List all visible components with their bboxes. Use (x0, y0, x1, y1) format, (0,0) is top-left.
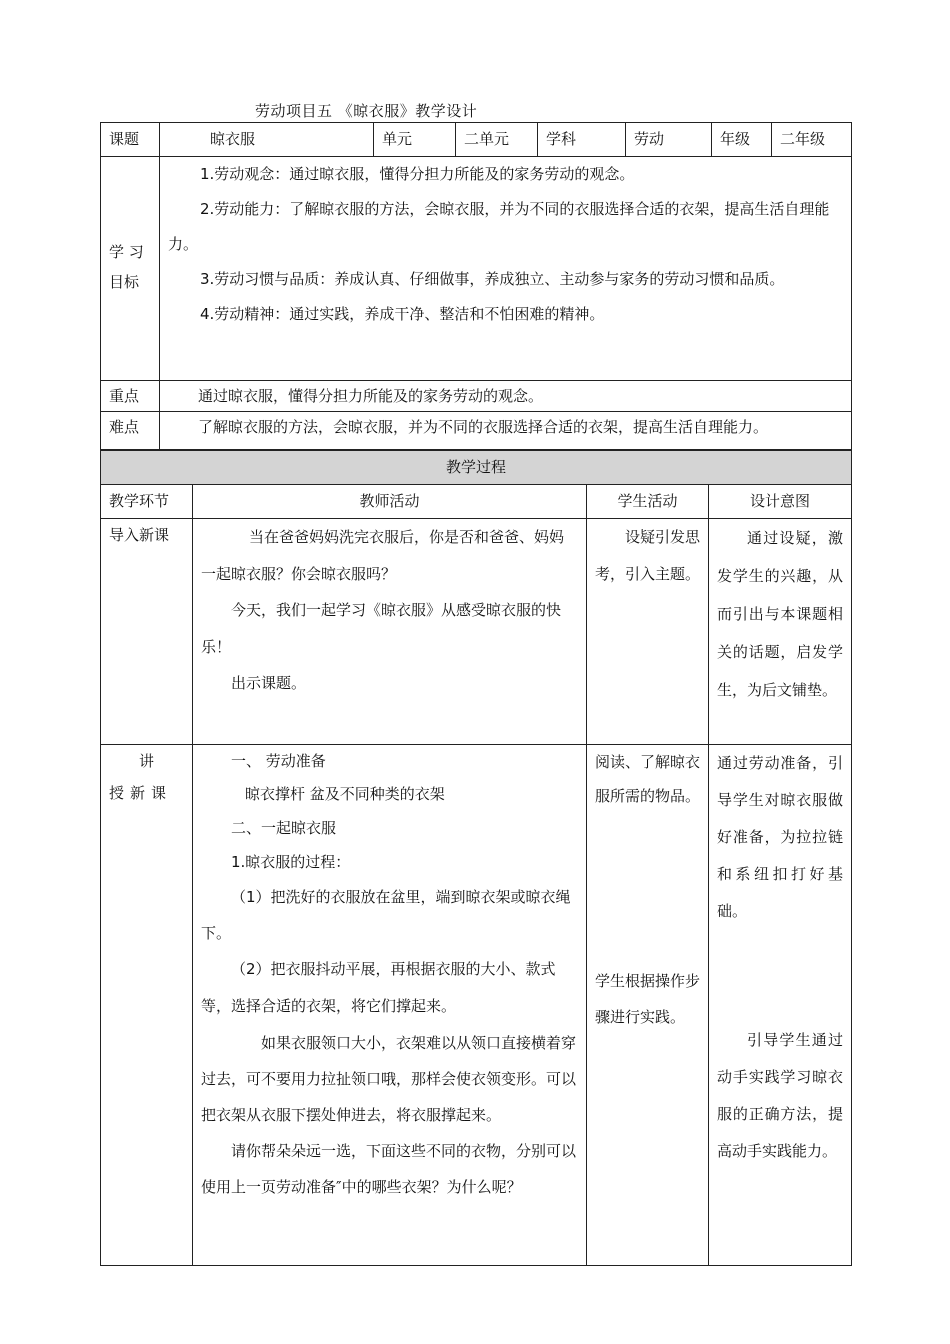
teach-stage-wrap (101, 745, 192, 809)
objectives-label: 学 习目标 (109, 242, 144, 291)
header-student: 学生活动 (617, 492, 678, 510)
course-label: 课题 (109, 130, 140, 148)
info-row (101, 123, 852, 157)
header-stage: 教学环节 (109, 492, 170, 510)
difficulty-text: 了解晾衣服的方法，会晾衣服，并为不同的衣服选择合适的衣架，提高生活自理能力。 (198, 418, 769, 436)
teach-teacher (193, 745, 586, 1205)
objective-item: 4.劳动精神：通过实践，养成干净、整洁和不怕困难的精神。 (200, 305, 605, 323)
key-point-text: 通过晾衣服，懂得分担力所能及的家务劳动的观念。 (198, 387, 544, 405)
teach-student (587, 745, 708, 1035)
teacher-paragraph: 请你帮朵朵远一选，下面这些不同的衣物，分别可以使用上一页劳动准备″中的哪些衣架？为什么呢？ (201, 1142, 577, 1196)
teacher-paragraph: 出示课题。 (231, 674, 307, 692)
teacher-paragraph: （1）把洗好的衣服放在盆里，端到晾衣架或晾衣绳下。 (201, 888, 571, 942)
teacher-paragraph: 一、 劳动准备 (231, 752, 326, 770)
key-point-row (101, 381, 852, 412)
teacher-paragraph: 二、一起晾衣服 (231, 819, 337, 837)
intro-row (101, 519, 852, 745)
objective-item: 1.劳动观念：通过晾衣服，懂得分担力所能及的家务劳动的观念。 (200, 165, 635, 183)
unit-label: 单元 (382, 130, 413, 148)
course-value: 晾衣服 (210, 130, 256, 148)
lesson-info-table (100, 122, 852, 450)
difficulty-row (101, 412, 852, 450)
objective-item: 2.劳动能力：了解晾衣服的方法，会晾衣服，并为不同的衣服选择合适的衣架，提高生活自理能力。 (168, 200, 830, 253)
intro-design (709, 519, 851, 709)
student-text: 设疑引发思考，引入主题。 (595, 528, 701, 583)
difficulty-label: 难点 (109, 418, 140, 436)
grade-value: 二年级 (780, 130, 826, 148)
intro-teacher (193, 519, 586, 702)
teacher-paragraph: 1.晾衣服的过程： (231, 853, 351, 871)
design-text: 引导学生通过动手实践学习晾衣服的正确方法，提高动手实践能力。 (717, 1031, 844, 1160)
subject-value: 劳动 (634, 130, 665, 148)
teach-design (709, 745, 851, 1170)
intro-stage: 导入新课 (109, 526, 170, 544)
teacher-paragraph: 今天，我们一起学习《晾衣服》从感受晾衣服的快乐！ (201, 601, 562, 656)
key-point-label: 重点 (109, 387, 140, 405)
unit-value: 二单元 (464, 130, 510, 148)
teacher-paragraph: 如果衣服领口大小，衣架难以从领口直接横着穿过去，可不要用力拉扯领口哦，那样会使衣领变形。可以把衣架从衣服下摆处伸进去，将衣服撑起来。 (201, 1034, 577, 1124)
process-title-row (101, 451, 852, 485)
design-text: 通过设疑，激发学生的兴趣，从而引出与本课题相关的话题，启发学生，为后文铺垫。 (717, 529, 844, 699)
teacher-paragraph: 晾衣撑杆 盆及不同种类的衣架 (245, 785, 445, 803)
document-title: 劳动项目五 《晾衣服》教学设计 (255, 102, 478, 120)
header-teacher: 教师活动 (359, 492, 420, 510)
process-title: 教学过程 (446, 458, 507, 476)
teach-row (101, 745, 852, 1266)
design-text: 通过劳动准备，引导学生对晾衣服做好准备，为拉拉链和系纽扣打好基础。 (717, 754, 844, 920)
teaching-process-table (100, 450, 852, 1266)
grade-label: 年级 (720, 130, 751, 148)
teach-stage: 讲 授新课 (109, 752, 173, 802)
process-header-row (101, 485, 852, 519)
teacher-paragraph: （2）把衣服抖动平展，再根据衣服的大小、款式等，选择合适的衣架，将它们撑起来。 (201, 960, 556, 1015)
objectives-row (101, 157, 852, 381)
subject-label: 学科 (546, 130, 577, 148)
student-text: 学生根据操作步骤进行实践。 (595, 972, 701, 1026)
objective-item: 3.劳动习惯与品质：养成认真、仔细做事，养成独立、主动参与家务的劳动习惯和品质。 (200, 270, 785, 288)
intro-student (587, 519, 708, 592)
teacher-paragraph: 当在爸爸妈妈洗完衣服后，你是否和爸爸、妈妈一起晾衣服？你会晾衣服吗？ (201, 528, 565, 583)
objectives-list (160, 157, 851, 332)
header-design: 设计意图 (750, 492, 811, 510)
student-text: 阅读、了解晾衣服所需的物品。 (595, 753, 701, 805)
